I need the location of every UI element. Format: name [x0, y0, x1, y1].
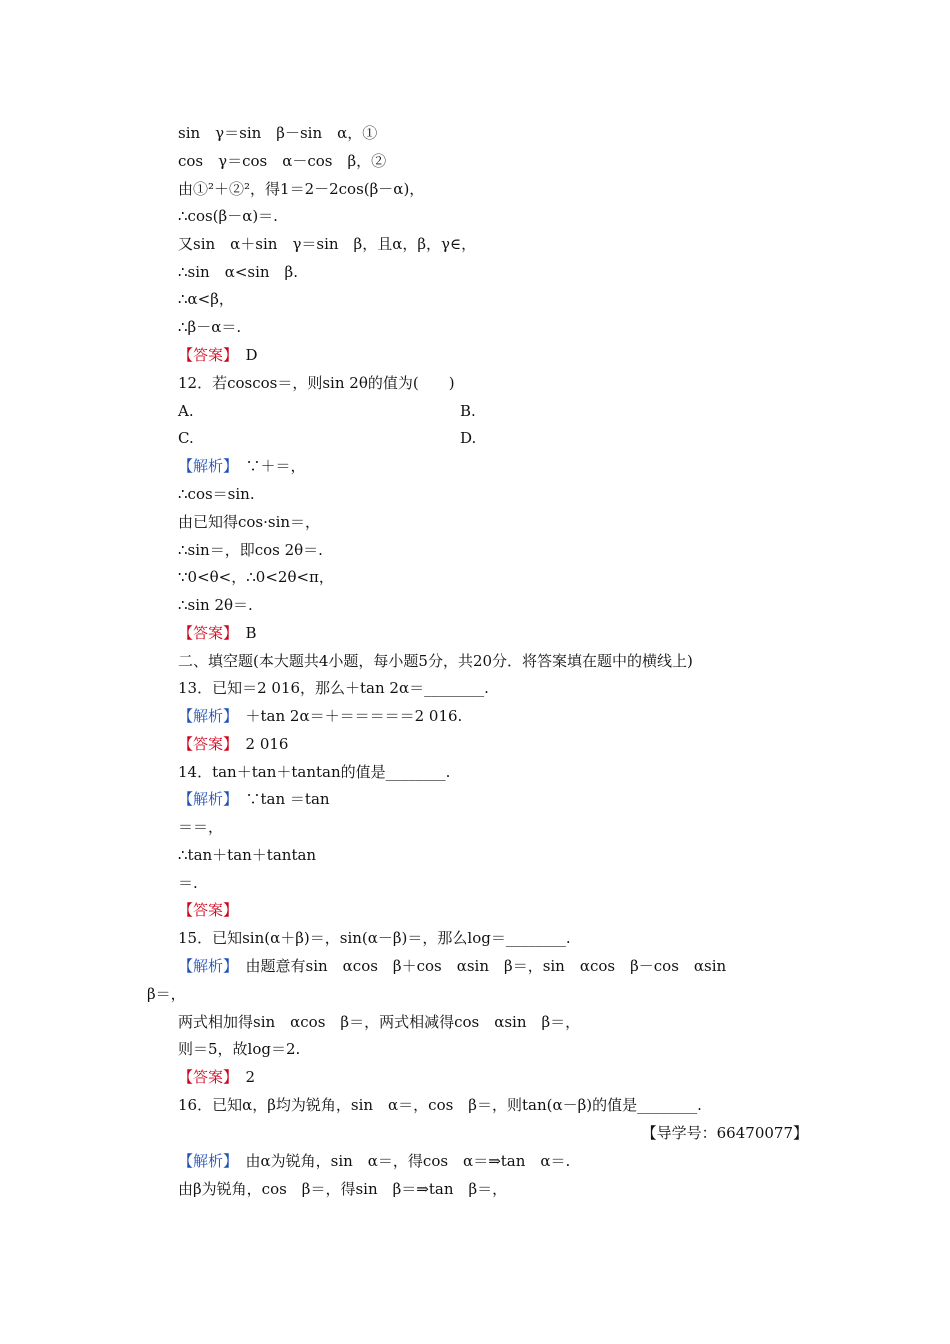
analysis-tag: 【解析】	[178, 457, 231, 475]
text-line: 由已知得cos·sin＝，	[178, 513, 321, 531]
question-14: 14．tan＋tan＋tantan的值是________.	[178, 763, 451, 781]
guide-number: 【导学号：66470077】	[641, 1124, 808, 1142]
text-line: ∴sin＝，即cos 2θ＝.	[178, 541, 323, 559]
text-line: ∴β－α＝.	[178, 318, 242, 336]
analysis-text: ∵＋＝，	[230, 457, 306, 475]
analysis-tag: 【解析】	[178, 790, 231, 808]
answer-line	[178, 345, 258, 365]
text-line: ∴sin 2θ＝.	[178, 596, 253, 614]
option-row	[178, 401, 476, 421]
question-16: 16．已知α，β均为锐角，sin α＝，cos β＝，则tan(α－β)的值是________.	[178, 1096, 702, 1114]
question-12: 12．若coscos＝，则sin 2θ的值为( )	[178, 374, 455, 392]
answer-tag: 【答案】	[178, 1068, 231, 1086]
text-line: β＝，	[147, 985, 186, 1003]
answer-line	[178, 1067, 255, 1087]
text-line: ∵0<θ<，∴0<2θ<π，	[178, 568, 334, 586]
analysis-text: 由α为锐角，sin α＝，得cos α＝⇒tan α＝.	[230, 1152, 571, 1170]
text-line: sin γ＝sin β－sin α，①	[178, 124, 378, 142]
answer-tag: 【答案】	[178, 346, 231, 364]
answer-value: B	[230, 624, 257, 642]
analysis-tag: 【解析】	[178, 957, 231, 975]
text-line: 又sin α＋sin γ＝sin β，且α，β，γ∈，	[178, 235, 477, 253]
text-line: ∴sin α<sin β.	[178, 263, 298, 281]
analysis-tag: 【解析】	[178, 1152, 231, 1170]
analysis-line	[178, 456, 306, 476]
option-b: B.	[460, 402, 476, 420]
analysis-text: ＋tan 2α＝＋＝＝＝＝＝2 016.	[230, 707, 463, 725]
answer-value: D	[230, 346, 258, 364]
analysis-line	[178, 956, 726, 976]
text-line: 则＝5，故log＝2.	[178, 1040, 301, 1058]
analysis-line	[178, 789, 330, 809]
text-line: ∴α<β，	[178, 290, 234, 308]
answer-tag: 【答案】	[178, 624, 231, 642]
analysis-line	[178, 1151, 570, 1171]
answer-tag: 【答案】	[178, 901, 239, 919]
text-line: 两式相加得sin αcos β＝，两式相减得cos αsin β＝，	[178, 1013, 581, 1031]
text-line: cos γ＝cos α－cos β，②	[178, 152, 387, 170]
option-d: D.	[460, 429, 477, 447]
analysis-text: ∵tan ＝tan	[230, 790, 330, 808]
answer-line	[178, 900, 238, 920]
text-line: ∴tan＋tan＋tantan	[178, 846, 317, 864]
answer-line	[178, 623, 257, 643]
text-line: ∴cos(β－α)＝.	[178, 207, 278, 225]
text-line: ＝＝，	[178, 818, 224, 836]
option-a: A.	[178, 402, 194, 420]
text-line: ∴cos＝sin.	[178, 485, 255, 503]
answer-value: 2	[230, 1068, 256, 1086]
question-15: 15．已知sin(α＋β)＝，sin(α－β)＝，那么log＝________.	[178, 929, 571, 947]
option-row	[178, 428, 477, 448]
text-line: ＝.	[178, 874, 198, 892]
option-c: C.	[178, 429, 194, 447]
answer-value: 2 016	[230, 735, 289, 753]
section-heading: 二、填空题(本大题共4小题，每小题5分，共20分．将答案填在题中的横线上)	[178, 652, 693, 670]
text-line: 由β为锐角，cos β＝，得sin β＝⇒tan β＝，	[178, 1180, 508, 1198]
analysis-line	[178, 706, 462, 726]
answer-line	[178, 734, 288, 754]
question-13: 13．已知＝2 016，那么＋tan 2α＝________.	[178, 679, 489, 697]
text-line: 由①²＋②²，得1＝2－2cos(β－α)，	[178, 180, 425, 198]
answer-tag: 【答案】	[178, 735, 231, 753]
analysis-text: 由题意有sin αcos β＋cos αsin β＝，sin αcos β－cos αsin	[230, 957, 727, 975]
analysis-tag: 【解析】	[178, 707, 231, 725]
